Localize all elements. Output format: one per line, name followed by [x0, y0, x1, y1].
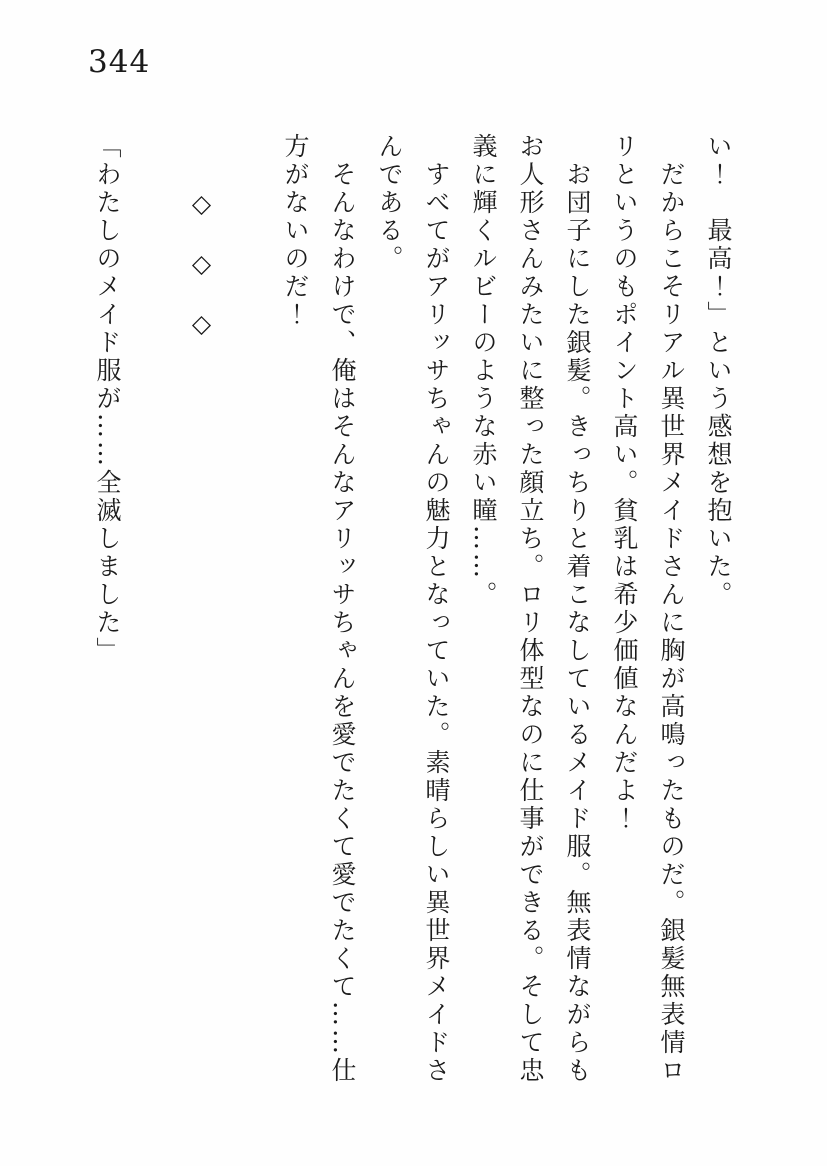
section-separator-diamonds: ◇ ◇ ◇	[187, 189, 216, 341]
paragraph: そんなわけで、俺はそんなアリッサちゃんを愛でたくて愛でたくて……仕方がないのだ！	[281, 133, 357, 1085]
paragraph: お団子にした銀髪。きっちりと着こなしているメイド服。無表情ながらもお人形さんみたいに整った顔立ち。ロリ体型なのに仕事ができる。そして忠義に輝くルビーのような赤い瞳……。	[469, 133, 592, 1085]
page-number-text: 344	[88, 44, 151, 80]
page-number	[88, 44, 150, 80]
paragraph: すべてがアリッサちゃんの魅力となっていた。素晴らしい異世界メイドさんである。	[375, 133, 451, 1085]
paragraph: だからこそリアル異世界メイドさんに胸が高鳴ったものだ。銀髪無表情ロリというのもポイント高い。貧乳は希少価値なんだよ！	[610, 133, 686, 1085]
vertical-text-block	[84, 133, 742, 1085]
paragraph-quote-continuation: い！ 最高！」という感想を抱いた。	[704, 133, 733, 609]
paragraph-dialogue: 「わたしのメイド服が……全滅しました」	[93, 133, 122, 665]
